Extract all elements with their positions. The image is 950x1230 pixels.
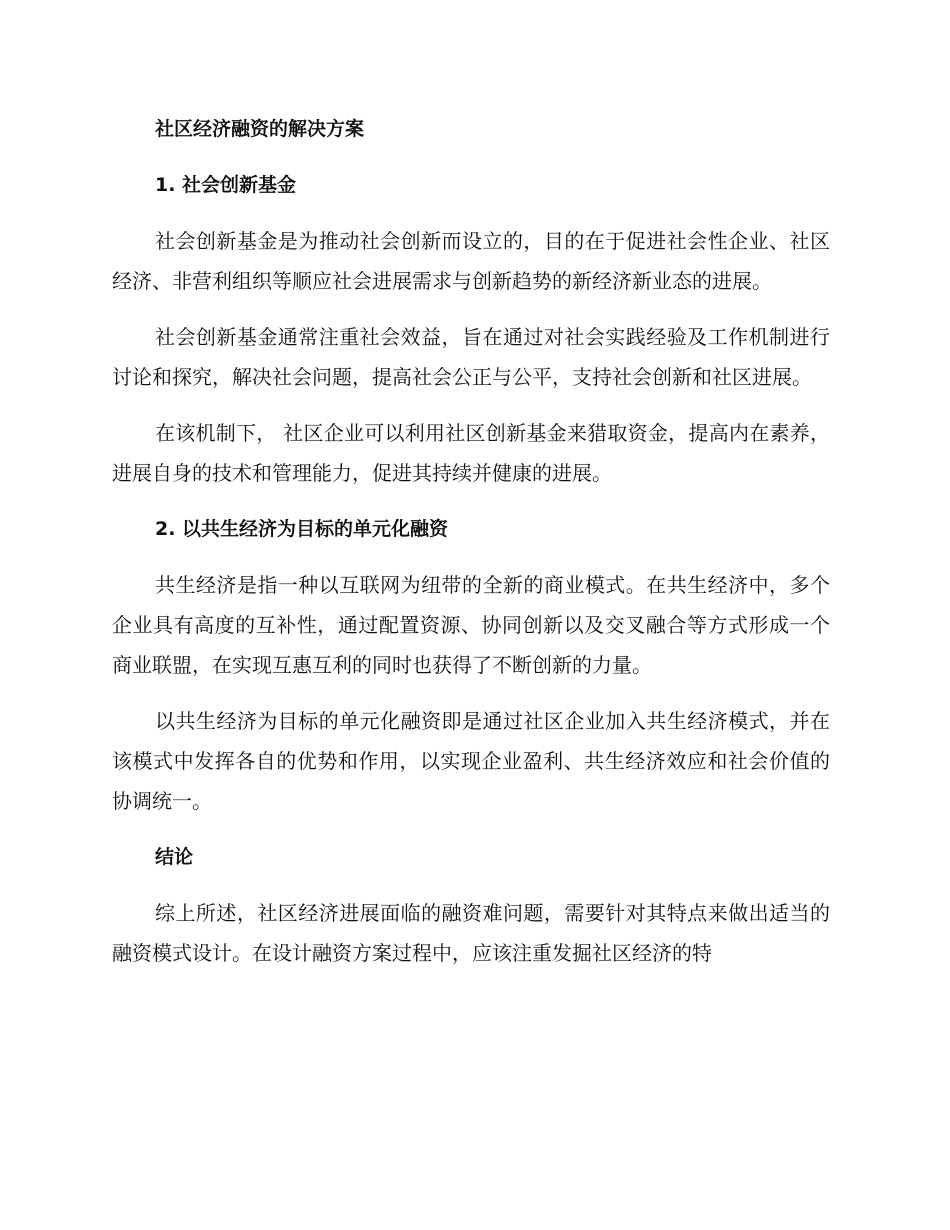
section-heading-symbiotic-economy: 2. 以共生经济为目标的单元化融资 — [155, 518, 449, 540]
document-body — [112, 109, 830, 989]
paragraph: 综上所述，社区经济进展面临的融资难问题，需要针对其特点来做出适当的融资模式设计。在设计融资方案过程中，应该注重发掘社区经济的特 — [112, 901, 830, 965]
section-heading-conclusion: 结论 — [155, 846, 194, 868]
paragraph: 社会创新基金是为推动社会创新而设立的，目的在于促进社会性企业、社区经济、非营利组织等顺应社会进展需求与创新趋势的新经济新业态的进展。 — [112, 229, 830, 293]
paragraph: 以共生经济为目标的单元化融资即是通过社区企业加入共生经济模式，并在该模式中发挥各自的优势和作用，以实现企业盈利、共生经济效应和社会价值的协调统一。 — [112, 709, 830, 813]
paragraph: 社会创新基金通常注重社会效益，旨在通过对社会实践经验及工作机制进行讨论和探究，解决社会问题，提高社会公正与公平，支持社会创新和社区进展。 — [112, 325, 830, 389]
paragraph: 在该机制下， 社区企业可以利用社区创新基金来猎取资金，提高内在素养，进展自身的技术和管理能力，促进其持续并健康的进展。 — [112, 421, 830, 485]
section-heading-social-innovation-fund: 1. 社会创新基金 — [155, 174, 297, 196]
document-title: 社区经济融资的解决方案 — [155, 118, 365, 140]
paragraph: 共生经济是指一种以互联网为纽带的全新的商业模式。在共生经济中，多个企业具有高度的互补性，通过配置资源、协同创新以及交叉融合等方式形成一个商业联盟，在实现互惠互利的同时也获得了不断创新的力量。 — [112, 573, 830, 677]
